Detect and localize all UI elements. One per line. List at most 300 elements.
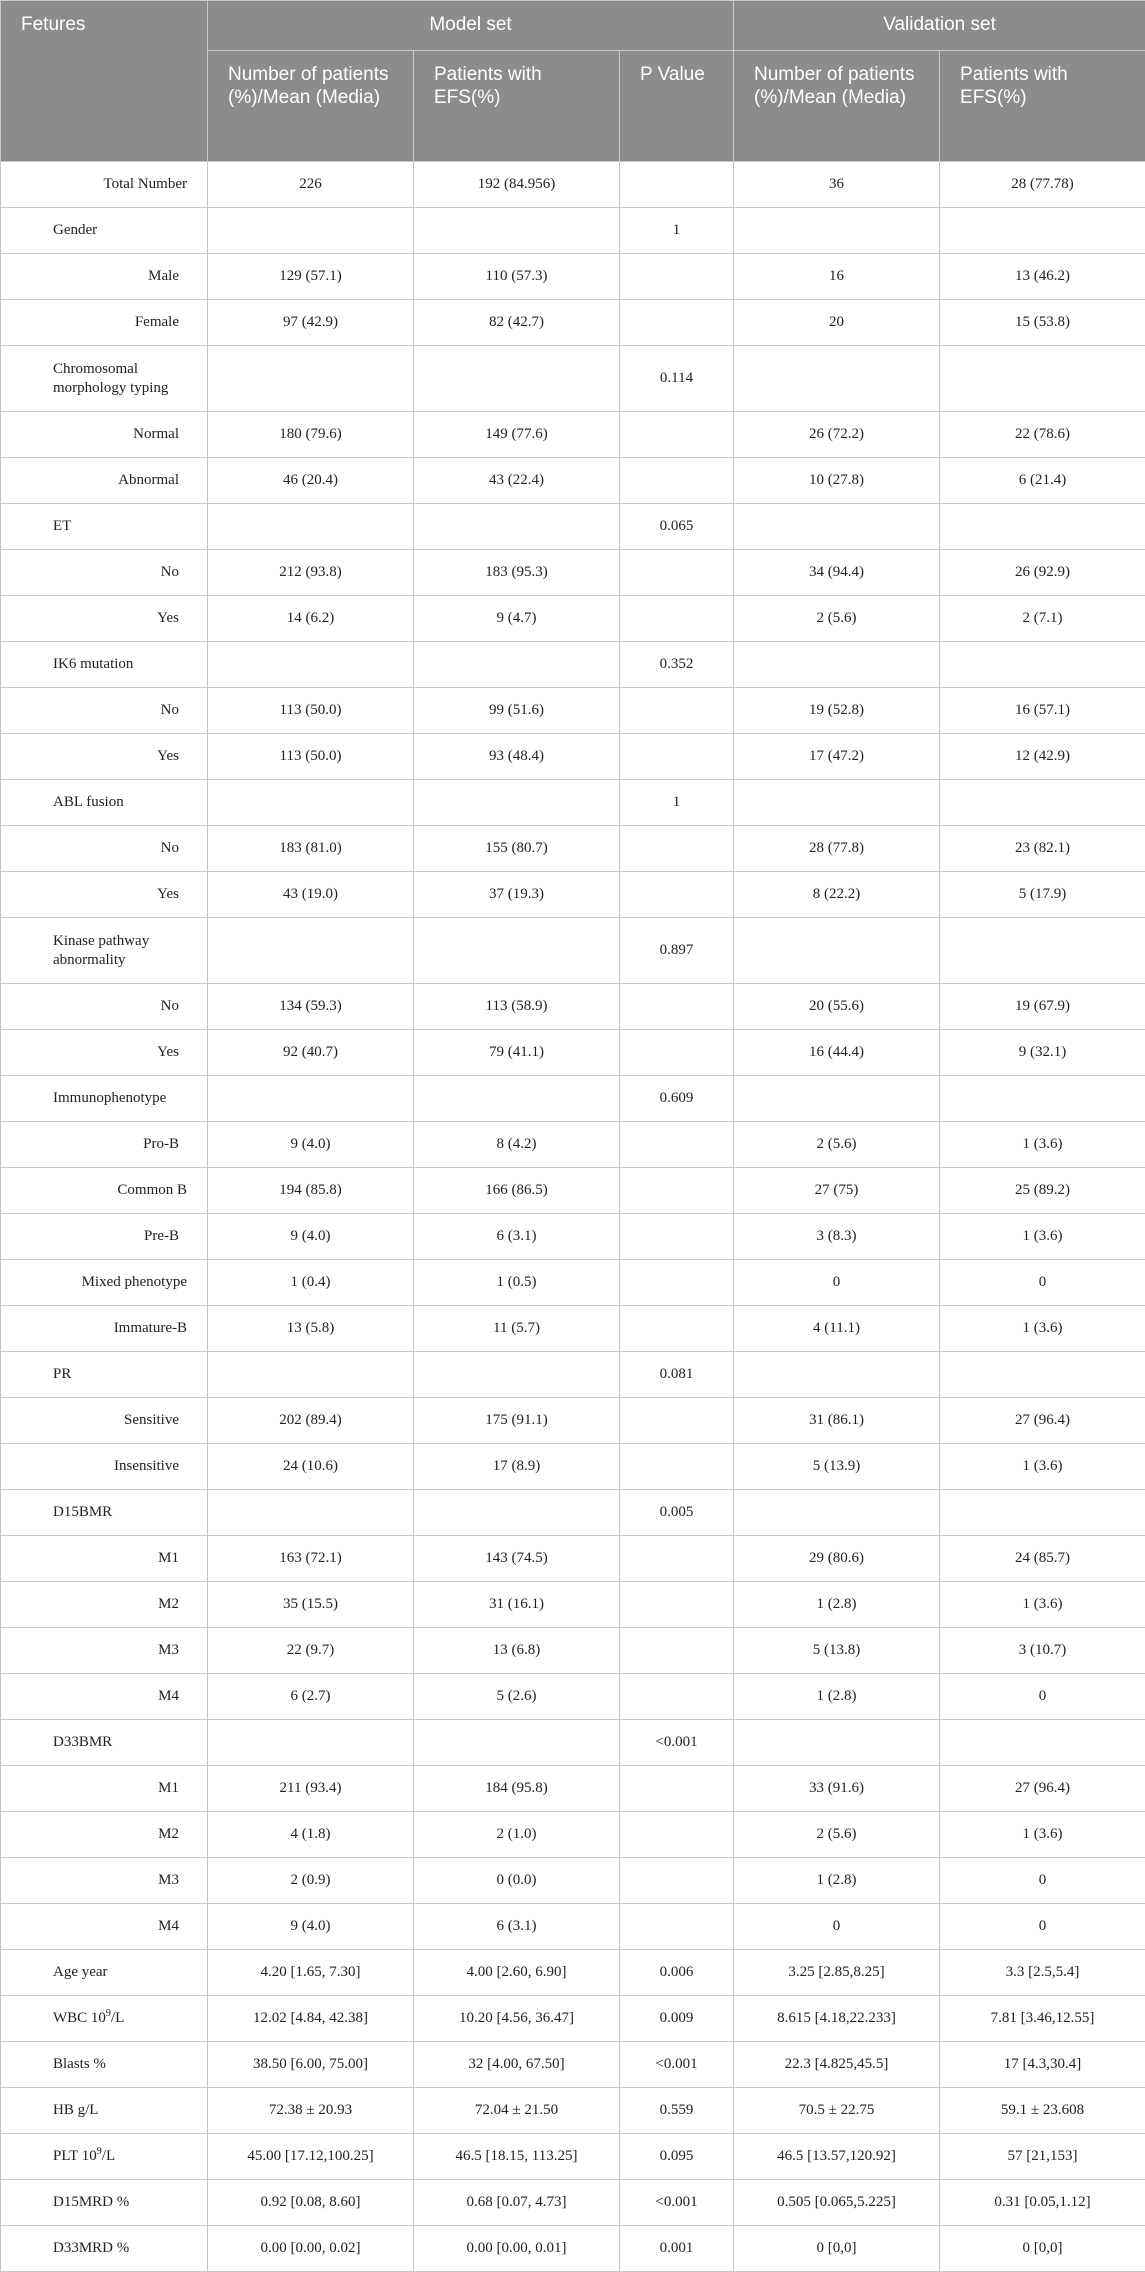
- table-row: [1, 1812, 1145, 1858]
- validation-num-patients-cell: [734, 346, 940, 412]
- table-row: [1, 1490, 1145, 1536]
- validation-num-patients-cell: 0: [734, 1260, 940, 1306]
- row-label: M3: [1, 1858, 208, 1904]
- validation-efs-cell: 1 (3.6): [940, 1444, 1145, 1490]
- table-row: [1, 2088, 1145, 2134]
- p-value-cell: [620, 1168, 734, 1214]
- validation-num-patients-cell: [734, 780, 940, 826]
- row-label: M2: [1, 1582, 208, 1628]
- validation-num-patients-cell: 26 (72.2): [734, 412, 940, 458]
- model-efs-cell: 93 (48.4): [414, 734, 620, 780]
- p-value-cell: [620, 872, 734, 918]
- validation-num-patients-cell: 31 (86.1): [734, 1398, 940, 1444]
- validation-num-patients-cell: 2 (5.6): [734, 1122, 940, 1168]
- model-num-patients-cell: 35 (15.5): [208, 1582, 414, 1628]
- table-row: [1, 1536, 1145, 1582]
- row-label: IK6 mutation: [1, 642, 208, 688]
- validation-efs-cell: [940, 1076, 1145, 1122]
- row-label: M3: [1, 1628, 208, 1674]
- p-value-cell: [620, 550, 734, 596]
- p-value-cell: 1: [620, 208, 734, 254]
- model-efs-cell: 0.00 [0.00, 0.01]: [414, 2226, 620, 2272]
- model-num-patients-cell: [208, 346, 414, 412]
- table-row: [1, 1260, 1145, 1306]
- model-num-patients-cell: [208, 208, 414, 254]
- validation-num-patients-cell: [734, 1720, 940, 1766]
- model-num-patients-cell: 24 (10.6): [208, 1444, 414, 1490]
- p-value-cell: 0.559: [620, 2088, 734, 2134]
- table-row: [1, 1628, 1145, 1674]
- model-num-patients-cell: [208, 1352, 414, 1398]
- model-efs-cell: 175 (91.1): [414, 1398, 620, 1444]
- model-num-patients-cell: 0.00 [0.00, 0.02]: [208, 2226, 414, 2272]
- validation-num-patients-cell: [734, 1490, 940, 1536]
- validation-num-patients-cell: 16 (44.4): [734, 1030, 940, 1076]
- p-value-cell: [620, 412, 734, 458]
- validation-num-patients-cell: [734, 1076, 940, 1122]
- validation-efs-cell: 0 [0,0]: [940, 2226, 1145, 2272]
- row-label: D15BMR: [1, 1490, 208, 1536]
- validation-num-patients-cell: 8.615 [4.18,22.233]: [734, 1996, 940, 2042]
- validation-efs-cell: 13 (46.2): [940, 254, 1145, 300]
- validation-num-patients-cell: 19 (52.8): [734, 688, 940, 734]
- model-num-patients-cell: 129 (57.1): [208, 254, 414, 300]
- validation-num-patients-cell: 46.5 [13.57,120.92]: [734, 2134, 940, 2180]
- model-efs-cell: 37 (19.3): [414, 872, 620, 918]
- model-efs-cell: 113 (58.9): [414, 984, 620, 1030]
- model-num-patients-cell: 211 (93.4): [208, 1766, 414, 1812]
- p-value-cell: [620, 1766, 734, 1812]
- row-label: Pro-B: [1, 1122, 208, 1168]
- p-value-cell: [620, 1812, 734, 1858]
- table-row: [1, 254, 1145, 300]
- row-label: Male: [1, 254, 208, 300]
- validation-efs-cell: [940, 642, 1145, 688]
- p-value-cell: [620, 1536, 734, 1582]
- row-label: Immunophenotype: [1, 1076, 208, 1122]
- row-label: Yes: [1, 872, 208, 918]
- validation-num-patients-cell: 16: [734, 254, 940, 300]
- model-num-patients-cell: 202 (89.4): [208, 1398, 414, 1444]
- header-model-efs: Patients with EFS(%): [414, 51, 620, 162]
- p-value-cell: [620, 1904, 734, 1950]
- validation-num-patients-cell: 20: [734, 300, 940, 346]
- row-label-unit: /L: [111, 2010, 124, 2026]
- validation-num-patients-cell: [734, 918, 940, 984]
- validation-num-patients-cell: 3 (8.3): [734, 1214, 940, 1260]
- validation-num-patients-cell: [734, 642, 940, 688]
- p-value-cell: [620, 162, 734, 208]
- row-label: Abnormal: [1, 458, 208, 504]
- model-efs-cell: 166 (86.5): [414, 1168, 620, 1214]
- p-value-cell: [620, 1306, 734, 1352]
- model-efs-cell: 99 (51.6): [414, 688, 620, 734]
- p-value-cell: 0.352: [620, 642, 734, 688]
- p-value-cell: [620, 1582, 734, 1628]
- row-label-unit: /L: [102, 2148, 115, 2164]
- model-efs-cell: [414, 1490, 620, 1536]
- validation-efs-cell: 26 (92.9): [940, 550, 1145, 596]
- table-row: [1, 596, 1145, 642]
- model-num-patients-cell: [208, 1490, 414, 1536]
- row-label: PR: [1, 1352, 208, 1398]
- validation-num-patients-cell: 29 (80.6): [734, 1536, 940, 1582]
- row-label: D15MRD %: [1, 2180, 208, 2226]
- model-efs-cell: 184 (95.8): [414, 1766, 620, 1812]
- p-value-cell: 0.001: [620, 2226, 734, 2272]
- model-num-patients-cell: 9 (4.0): [208, 1214, 414, 1260]
- validation-num-patients-cell: 1 (2.8): [734, 1858, 940, 1904]
- model-num-patients-cell: [208, 1076, 414, 1122]
- header-validation-num-patients: Number of patients (%)/Mean (Media): [734, 51, 940, 162]
- model-num-patients-cell: 113 (50.0): [208, 688, 414, 734]
- p-value-cell: <0.001: [620, 2042, 734, 2088]
- model-efs-cell: 17 (8.9): [414, 1444, 620, 1490]
- model-efs-cell: 8 (4.2): [414, 1122, 620, 1168]
- p-value-cell: [620, 1858, 734, 1904]
- validation-efs-cell: 0.31 [0.05,1.12]: [940, 2180, 1145, 2226]
- validation-efs-cell: 1 (3.6): [940, 1214, 1145, 1260]
- validation-num-patients-cell: [734, 504, 940, 550]
- model-num-patients-cell: 9 (4.0): [208, 1904, 414, 1950]
- validation-efs-cell: 16 (57.1): [940, 688, 1145, 734]
- header-validation-efs: Patients with EFS(%): [940, 51, 1145, 162]
- model-num-patients-cell: 163 (72.1): [208, 1536, 414, 1582]
- model-num-patients-cell: 180 (79.6): [208, 412, 414, 458]
- validation-efs-cell: 1 (3.6): [940, 1812, 1145, 1858]
- model-num-patients-cell: 97 (42.9): [208, 300, 414, 346]
- validation-efs-cell: [940, 1352, 1145, 1398]
- validation-num-patients-cell: 20 (55.6): [734, 984, 940, 1030]
- model-num-patients-cell: [208, 1720, 414, 1766]
- table-row: [1, 1122, 1145, 1168]
- p-value-cell: [620, 1030, 734, 1076]
- row-label: [1, 2134, 208, 2180]
- validation-efs-cell: 0: [940, 1858, 1145, 1904]
- table-row: [1, 826, 1145, 872]
- table-row: [1, 1168, 1145, 1214]
- validation-num-patients-cell: 2 (5.6): [734, 1812, 940, 1858]
- validation-efs-cell: 12 (42.9): [940, 734, 1145, 780]
- row-label: Common B: [1, 1168, 208, 1214]
- model-efs-cell: 192 (84.956): [414, 162, 620, 208]
- validation-efs-cell: 19 (67.9): [940, 984, 1145, 1030]
- model-efs-cell: 183 (95.3): [414, 550, 620, 596]
- table-row: [1, 458, 1145, 504]
- p-value-cell: [620, 596, 734, 642]
- model-num-patients-cell: 212 (93.8): [208, 550, 414, 596]
- p-value-cell: [620, 1444, 734, 1490]
- model-efs-cell: [414, 1076, 620, 1122]
- validation-num-patients-cell: 22.3 [4.825,45.5]: [734, 2042, 940, 2088]
- validation-efs-cell: 3 (10.7): [940, 1628, 1145, 1674]
- row-label-superscript: 9: [106, 2008, 111, 2019]
- validation-efs-cell: 0: [940, 1904, 1145, 1950]
- validation-efs-cell: [940, 1720, 1145, 1766]
- row-label-text: WBC 10: [53, 2010, 106, 2026]
- row-label: M2: [1, 1812, 208, 1858]
- row-label: Pre-B: [1, 1214, 208, 1260]
- validation-efs-cell: 0: [940, 1674, 1145, 1720]
- validation-efs-cell: 9 (32.1): [940, 1030, 1145, 1076]
- p-value-cell: [620, 1214, 734, 1260]
- table-row: [1, 1306, 1145, 1352]
- p-value-cell: [620, 1628, 734, 1674]
- model-num-patients-cell: 194 (85.8): [208, 1168, 414, 1214]
- table-row: [1, 642, 1145, 688]
- validation-efs-cell: 1 (3.6): [940, 1306, 1145, 1352]
- model-efs-cell: 0.68 [0.07, 4.73]: [414, 2180, 620, 2226]
- p-value-cell: 0.009: [620, 1996, 734, 2042]
- validation-num-patients-cell: 1 (2.8): [734, 1582, 940, 1628]
- table-row: [1, 162, 1145, 208]
- model-efs-cell: 43 (22.4): [414, 458, 620, 504]
- validation-efs-cell: 24 (85.7): [940, 1536, 1145, 1582]
- table-row: [1, 346, 1145, 412]
- row-label: Normal: [1, 412, 208, 458]
- model-efs-cell: 72.04 ± 21.50: [414, 2088, 620, 2134]
- model-efs-cell: [414, 1352, 620, 1398]
- model-efs-cell: [414, 1720, 620, 1766]
- row-label-superscript: 9: [97, 2146, 102, 2157]
- model-num-patients-cell: 72.38 ± 20.93: [208, 2088, 414, 2134]
- p-value-cell: <0.001: [620, 1720, 734, 1766]
- model-efs-cell: 82 (42.7): [414, 300, 620, 346]
- model-num-patients-cell: 92 (40.7): [208, 1030, 414, 1076]
- header-model-set: Model set: [208, 1, 734, 51]
- p-value-cell: [620, 688, 734, 734]
- p-value-cell: [620, 1674, 734, 1720]
- table-body: [1, 162, 1145, 2272]
- validation-efs-cell: 59.1 ± 23.608: [940, 2088, 1145, 2134]
- validation-num-patients-cell: 17 (47.2): [734, 734, 940, 780]
- validation-efs-cell: 6 (21.4): [940, 458, 1145, 504]
- table-row: [1, 984, 1145, 1030]
- table-row: [1, 2226, 1145, 2272]
- validation-num-patients-cell: 10 (27.8): [734, 458, 940, 504]
- row-label: Age year: [1, 1950, 208, 1996]
- row-label: [1, 1996, 208, 2042]
- table-row: [1, 2042, 1145, 2088]
- p-value-cell: 0.897: [620, 918, 734, 984]
- validation-efs-cell: 0: [940, 1260, 1145, 1306]
- table-row: [1, 1076, 1145, 1122]
- table-row: [1, 1720, 1145, 1766]
- model-efs-cell: 10.20 [4.56, 36.47]: [414, 1996, 620, 2042]
- validation-num-patients-cell: 8 (22.2): [734, 872, 940, 918]
- table-header: [1, 1, 1145, 162]
- row-label: Gender: [1, 208, 208, 254]
- model-num-patients-cell: 12.02 [4.84, 42.38]: [208, 1996, 414, 2042]
- p-value-cell: 1: [620, 780, 734, 826]
- table-row: [1, 412, 1145, 458]
- p-value-cell: <0.001: [620, 2180, 734, 2226]
- table-row: [1, 734, 1145, 780]
- validation-efs-cell: 17 [4.3,30.4]: [940, 2042, 1145, 2088]
- table-row: [1, 1352, 1145, 1398]
- model-efs-cell: 79 (41.1): [414, 1030, 620, 1076]
- model-num-patients-cell: 226: [208, 162, 414, 208]
- row-label: D33MRD %: [1, 2226, 208, 2272]
- table-row: [1, 1904, 1145, 1950]
- table-row: [1, 780, 1145, 826]
- model-efs-cell: 9 (4.7): [414, 596, 620, 642]
- row-label: M4: [1, 1674, 208, 1720]
- validation-num-patients-cell: 0: [734, 1904, 940, 1950]
- model-num-patients-cell: 14 (6.2): [208, 596, 414, 642]
- model-efs-cell: 155 (80.7): [414, 826, 620, 872]
- validation-efs-cell: 5 (17.9): [940, 872, 1145, 918]
- p-value-cell: 0.065: [620, 504, 734, 550]
- validation-efs-cell: 25 (89.2): [940, 1168, 1145, 1214]
- model-num-patients-cell: [208, 918, 414, 984]
- validation-num-patients-cell: [734, 1352, 940, 1398]
- table-row: [1, 872, 1145, 918]
- model-efs-cell: 149 (77.6): [414, 412, 620, 458]
- validation-efs-cell: 23 (82.1): [940, 826, 1145, 872]
- validation-num-patients-cell: 2 (5.6): [734, 596, 940, 642]
- table-row: [1, 504, 1145, 550]
- validation-efs-cell: [940, 918, 1145, 984]
- table-row: [1, 2180, 1145, 2226]
- row-label: No: [1, 688, 208, 734]
- table-row: [1, 1996, 1145, 2042]
- model-num-patients-cell: [208, 642, 414, 688]
- row-label: Blasts %: [1, 2042, 208, 2088]
- model-num-patients-cell: [208, 780, 414, 826]
- model-num-patients-cell: 113 (50.0): [208, 734, 414, 780]
- validation-efs-cell: 27 (96.4): [940, 1766, 1145, 1812]
- model-efs-cell: 13 (6.8): [414, 1628, 620, 1674]
- table-row: [1, 1674, 1145, 1720]
- model-efs-cell: 110 (57.3): [414, 254, 620, 300]
- p-value-cell: 0.095: [620, 2134, 734, 2180]
- p-value-cell: [620, 1260, 734, 1306]
- table-row: [1, 1582, 1145, 1628]
- validation-num-patients-cell: [734, 208, 940, 254]
- row-label: Mixed phenotype: [1, 1260, 208, 1306]
- model-efs-cell: 5 (2.6): [414, 1674, 620, 1720]
- p-value-cell: [620, 1398, 734, 1444]
- row-label: Insensitive: [1, 1444, 208, 1490]
- validation-efs-cell: 2 (7.1): [940, 596, 1145, 642]
- validation-efs-cell: 3.3 [2.5,5.4]: [940, 1950, 1145, 1996]
- validation-num-patients-cell: 33 (91.6): [734, 1766, 940, 1812]
- model-efs-cell: [414, 208, 620, 254]
- table-row: [1, 1030, 1145, 1076]
- p-value-cell: 0.609: [620, 1076, 734, 1122]
- validation-num-patients-cell: 1 (2.8): [734, 1674, 940, 1720]
- row-label: No: [1, 826, 208, 872]
- p-value-cell: [620, 300, 734, 346]
- validation-efs-cell: [940, 208, 1145, 254]
- table-row: [1, 550, 1145, 596]
- row-label: Yes: [1, 1030, 208, 1076]
- validation-num-patients-cell: 34 (94.4): [734, 550, 940, 596]
- row-label: ET: [1, 504, 208, 550]
- table-row: [1, 1766, 1145, 1812]
- table-row: [1, 300, 1145, 346]
- p-value-cell: [620, 254, 734, 300]
- model-efs-cell: 1 (0.5): [414, 1260, 620, 1306]
- model-num-patients-cell: 4 (1.8): [208, 1812, 414, 1858]
- model-num-patients-cell: 0.92 [0.08, 8.60]: [208, 2180, 414, 2226]
- row-label: ABL fusion: [1, 780, 208, 826]
- model-num-patients-cell: 4.20 [1.65, 7.30]: [208, 1950, 414, 1996]
- validation-efs-cell: 15 (53.8): [940, 300, 1145, 346]
- row-label: Chromosomal morphology typing: [1, 346, 208, 412]
- validation-efs-cell: 27 (96.4): [940, 1398, 1145, 1444]
- model-num-patients-cell: 13 (5.8): [208, 1306, 414, 1352]
- model-efs-cell: [414, 642, 620, 688]
- header-model-num-patients: Number of patients (%)/Mean (Media): [208, 51, 414, 162]
- validation-efs-cell: 28 (77.78): [940, 162, 1145, 208]
- validation-efs-cell: [940, 780, 1145, 826]
- p-value-cell: 0.006: [620, 1950, 734, 1996]
- p-value-cell: [620, 734, 734, 780]
- header-validation-set: Validation set: [734, 1, 1145, 51]
- model-num-patients-cell: [208, 504, 414, 550]
- model-num-patients-cell: 45.00 [17.12,100.25]: [208, 2134, 414, 2180]
- model-efs-cell: 46.5 [18.15, 113.25]: [414, 2134, 620, 2180]
- validation-efs-cell: [940, 504, 1145, 550]
- model-efs-cell: 6 (3.1): [414, 1214, 620, 1260]
- validation-efs-cell: [940, 1490, 1145, 1536]
- model-num-patients-cell: 6 (2.7): [208, 1674, 414, 1720]
- p-value-cell: [620, 826, 734, 872]
- table-row: [1, 1950, 1145, 1996]
- model-num-patients-cell: 2 (0.9): [208, 1858, 414, 1904]
- validation-num-patients-cell: 0.505 [0.065,5.225]: [734, 2180, 940, 2226]
- p-value-cell: 0.114: [620, 346, 734, 412]
- header-fetures: Fetures: [1, 1, 208, 162]
- row-label: No: [1, 984, 208, 1030]
- model-num-patients-cell: 9 (4.0): [208, 1122, 414, 1168]
- row-label: M1: [1, 1536, 208, 1582]
- model-num-patients-cell: 43 (19.0): [208, 872, 414, 918]
- table-row: [1, 688, 1145, 734]
- validation-num-patients-cell: 5 (13.8): [734, 1628, 940, 1674]
- validation-num-patients-cell: 27 (75): [734, 1168, 940, 1214]
- p-value-cell: [620, 984, 734, 1030]
- row-label: Immature-B: [1, 1306, 208, 1352]
- row-label: Yes: [1, 596, 208, 642]
- model-efs-cell: 4.00 [2.60, 6.90]: [414, 1950, 620, 1996]
- validation-num-patients-cell: 3.25 [2.85,8.25]: [734, 1950, 940, 1996]
- model-efs-cell: 143 (74.5): [414, 1536, 620, 1582]
- model-num-patients-cell: 183 (81.0): [208, 826, 414, 872]
- model-efs-cell: 0 (0.0): [414, 1858, 620, 1904]
- model-efs-cell: [414, 504, 620, 550]
- table-row: [1, 2134, 1145, 2180]
- model-num-patients-cell: 1 (0.4): [208, 1260, 414, 1306]
- table-row: [1, 1398, 1145, 1444]
- model-num-patients-cell: 46 (20.4): [208, 458, 414, 504]
- row-label: Sensitive: [1, 1398, 208, 1444]
- validation-num-patients-cell: 0 [0,0]: [734, 2226, 940, 2272]
- row-label-text: PLT 10: [53, 2148, 97, 2164]
- model-num-patients-cell: 134 (59.3): [208, 984, 414, 1030]
- header-p-value: P Value: [620, 51, 734, 162]
- validation-num-patients-cell: 36: [734, 162, 940, 208]
- model-efs-cell: 31 (16.1): [414, 1582, 620, 1628]
- p-value-cell: [620, 1122, 734, 1168]
- model-efs-cell: [414, 346, 620, 412]
- model-efs-cell: 6 (3.1): [414, 1904, 620, 1950]
- validation-efs-cell: 57 [21,153]: [940, 2134, 1145, 2180]
- p-value-cell: [620, 458, 734, 504]
- table-row: [1, 918, 1145, 984]
